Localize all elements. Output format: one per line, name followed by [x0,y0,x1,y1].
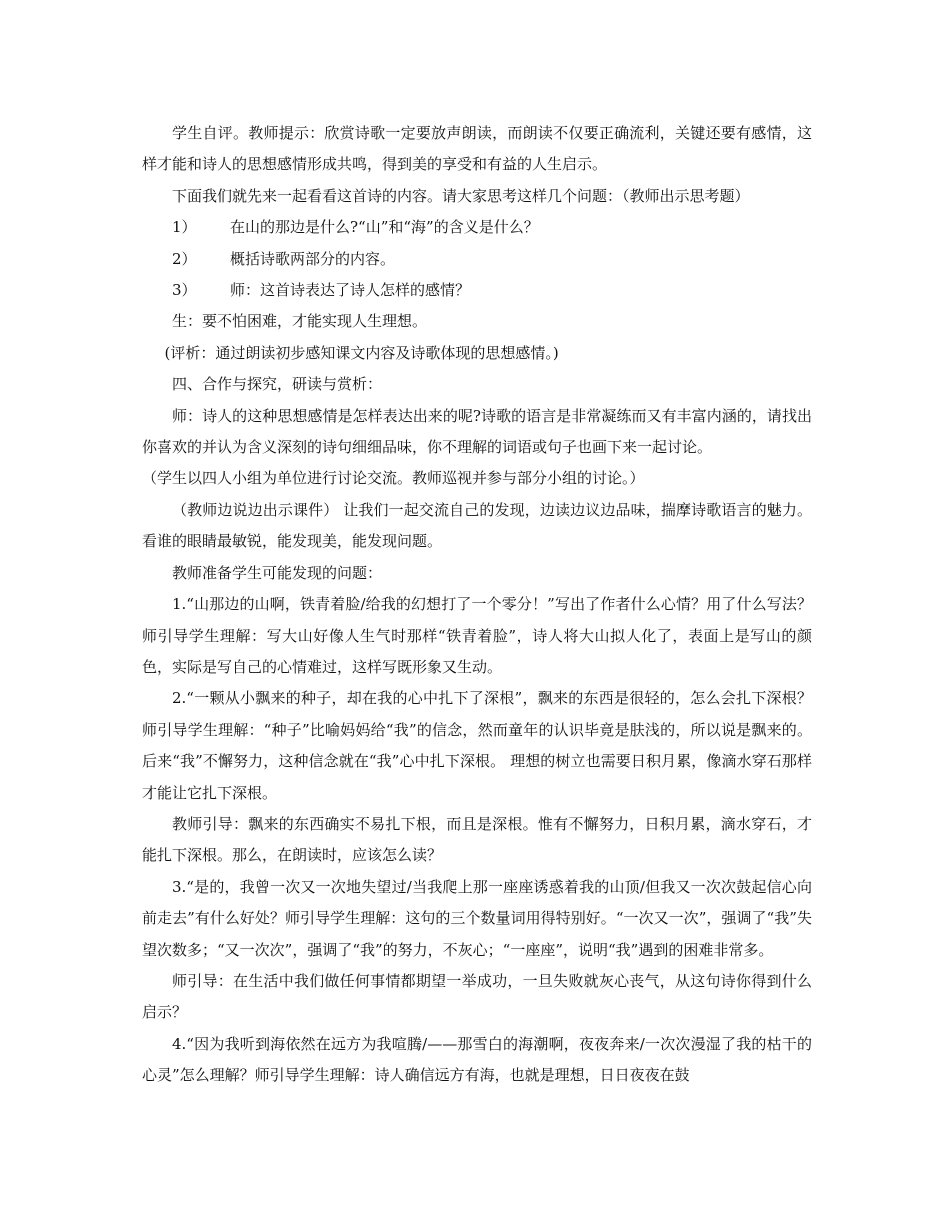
paragraph-intro-questions: 下面我们就先来一起看看这首诗的内容。请大家思考这样几个问题：（教师出示思考题） [172,186,750,205]
paragraph-teacher-guidance-2: 师引导：在生活中我们做任何事情都期望一举成功，一旦失败就灰心丧气，从这句诗你得到什么启示？ [142,971,812,1022]
question-item-3 [142,275,812,306]
section-heading-cooperation: 四、合作与探究，研读与赏析： [172,375,383,394]
question-item-1 [142,212,812,243]
paragraph-commentary: (评析：通过朗读初步感知课文内容及诗歌体现的思想感情。) [164,343,559,362]
paragraph-student-answer: 生：要不怕困难，才能实现人生理想。 [172,312,428,331]
question-item-2 [142,244,812,275]
paragraph-courseware: （教师边说边出示课件） 让我们一起交流自己的发现，边读边议边品味，揣摩诗歌语言的魅力。看谁的眼睛最敏锐，能发现美，能发现问题。 [142,500,812,551]
paragraph-analysis-4: 4.“因为我听到海依然在远方为我喧腾/——那雪白的海潮啊，夜夜奔来/一次次漫湿了我的枯干的心灵”怎么理解？师引导学生理解：诗人确信远方有海，也就是理想，日日夜夜在鼓 [142,1034,812,1085]
question-number: 1） [172,218,197,237]
question-text: 在山的那边是什么?“山”和“海”的含义是什么？ [230,218,539,237]
paragraph-student-self-review: 学生自评。教师提示：欣赏诗歌一定要放声朗读，而朗读不仅要正确流利，关键还要有感情，这样才能和诗人的思想感情形成共鸣，得到美的享受和有益的人生启示。 [142,124,812,174]
document-body [142,118,812,1092]
question-text: 师：这首诗表达了诗人怎样的感情？ [230,281,471,300]
paragraph-analysis-2: 2.“一颗从小飘来的种子，却在我的心中扎下了深根”，飘来的东西是很轻的，怎么会扎下深根？师引导学生理解：“种子”比喻妈妈给“我”的信念，然而童年的认识毕竟是肤浅的，所以说是飘来的。后来“我”不懈努力，这种信念就在“我”心中扎下深根。 理想的树立也需要日积月累，像滴水穿石那样才能让它扎下深根。 [142,689,812,802]
question-number: 3） [172,281,197,300]
question-number: 2） [172,249,197,268]
paragraph-analysis-1: 1.“山那边的山啊，铁青着脸/给我的幻想打了一个零分！”写出了作者什么心情？用了什么写法？师引导学生理解：写大山好像人生气时那样“铁青着脸”，诗人将大山拟人化了，表面上是写山的颜色，实际是写自己的心情难过，这样写既形象又生动。 [142,595,812,676]
paragraph-teacher-guidance-1: 教师引导：飘来的东西确实不易扎下根，而且是深根。惟有不懈努力，日积月累，滴水穿石，才能扎下深根。那么，在朗读时，应该怎么读？ [142,814,812,865]
paragraph-group-discussion: （学生以四人小组为单位进行讨论交流。教师巡视并参与部分小组的讨论。） [142,469,645,488]
paragraph-teacher-prompt: 师：诗人的这种思想感情是怎样表达出来的呢?诗歌的语言是非常凝练而又有丰富内涵的，请找出你喜欢的并认为含义深刻的诗句细细品味，你不理解的词语或句子也画下来一起讨论。 [142,406,812,457]
paragraph-prepared-questions: 教师准备学生可能发现的问题： [172,563,383,582]
question-text: 概括诗歌两部分的内容。 [230,249,396,268]
paragraph-analysis-3: 3.“是的，我曾一次又一次地失望过/当我爬上那一座座诱惑着我的山顶/但我又一次次鼓起信心向前走去”有什么好处？师引导学生理解：这句的三个数量词用得特别好。“一次又一次”，强调了“我”失望次数多；“又一次次”，强调了“我”的努力，不灰心；“一座座”，说明“我”遇到的困难非常多。 [142,877,812,959]
